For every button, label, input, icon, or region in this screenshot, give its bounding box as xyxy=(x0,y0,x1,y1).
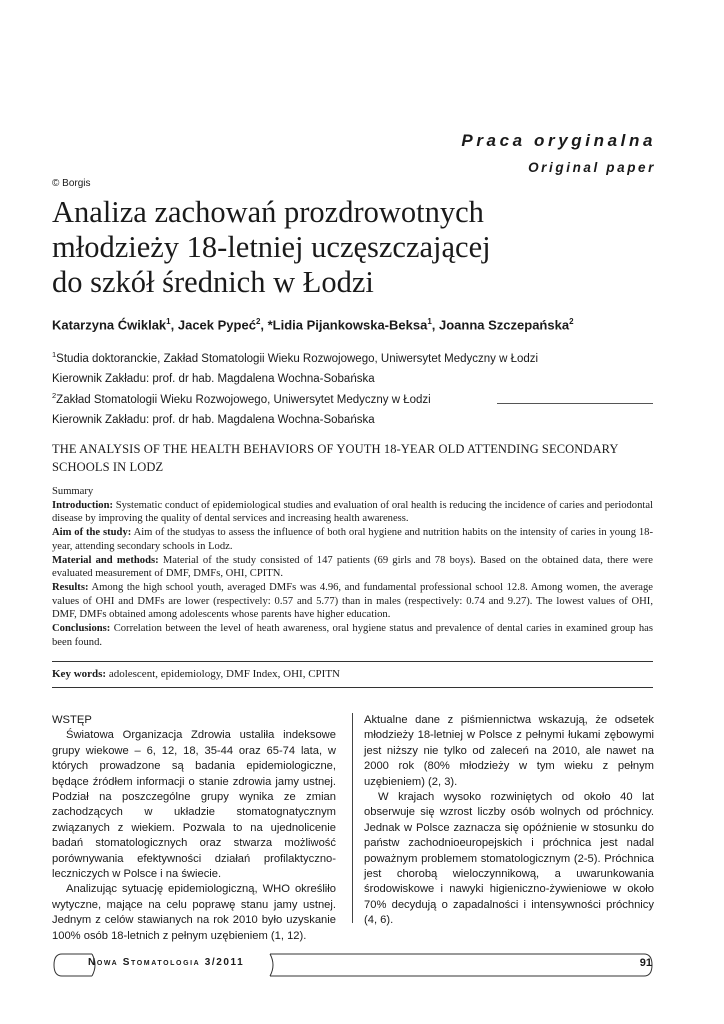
keywords-text: adolescent, epidemiology, DMF Index, OHI, CPITN xyxy=(106,668,340,680)
affiliation-line xyxy=(52,408,612,428)
affiliation-text: Studia doktoranckie, Zakład Stomatologii Wieku Rozwojowego, Uniwersytet Medyczny w Łodzi xyxy=(56,352,539,365)
affiliation-line xyxy=(52,388,612,408)
page-number: 91 xyxy=(639,957,652,969)
abstract xyxy=(52,485,653,649)
author-separator: , xyxy=(260,317,268,333)
abstract-label: Material and methods: xyxy=(52,554,159,566)
abstract-heading: Summary xyxy=(52,486,94,497)
affiliations xyxy=(52,347,612,428)
affiliation-text: Kierownik Zakładu: prof. dr hab. Magdalena Wochna-Sobańska xyxy=(52,413,375,426)
abstract-label: Aim of the study: xyxy=(52,527,132,539)
body-paragraph: Analizując sytuację epidemiologiczną, WHO określiło wytyczne, mające na celu poprawę stanu jamy ustnej. Jednym z celów stawianych na rok 2010 było uzyskanie 100% osób 18-letnich z pełnym uzębieniem (1, 12). xyxy=(52,883,336,942)
title-line: młodzieży 18-letniej uczęszczającej xyxy=(52,230,491,264)
abstract-section-conclusions xyxy=(52,622,653,649)
abstract-label: Results: xyxy=(52,581,89,593)
abstract-text: Correlation between the level of heath awareness, oral hygiene status and prevalence of dental caries in examined group has been found. xyxy=(52,623,653,648)
affiliation-number: 1 xyxy=(52,350,57,359)
abstract-text: Systematic conduct of epidemiological studies and evaluation of oral health is reducing the incidence of caries and periodontal disease by improving the quality of dental services and increasing health awareness. xyxy=(52,499,653,525)
abstract-label: Introduction: xyxy=(52,499,114,511)
body-paragraph: Światowa Organizacja Zdrowia ustaliła indeksowe grupy wiekowe – 6, 12, 18, 35-44 oraz 65-74 lata, w których prowadzone są badania epidemiologiczne, będące źródłem informacji o stanie zdrowia jamy ustnej. Podział na poszczególne grupy wynika ze zmian zachodzących w układzie stomatognatycznym związanych z wiekiem. Pozwala to na ujednolicenie badań stomatologicznych oraz stwarza możliwość porównywania efektywności działań profilaktyczno-leczniczych w Polsce i na świecie. xyxy=(52,729,336,881)
title-line: do szkół średnich w Łodzi xyxy=(52,265,374,299)
affiliation-text: Zakład Stomatologii Wieku Rozwojowego, Uniwersytet Medyczny w Łodzi xyxy=(56,393,431,406)
author-affiliation-mark: 2 xyxy=(569,317,574,326)
abstract-text: Aim of the studyas to assess the influence of both oral hygiene and nutrition habits on the intensity of caries in young 18-year, attending secondary schools in Lodz. xyxy=(52,527,653,552)
keywords xyxy=(52,667,653,681)
abstract-text: Among the high school youth, averaged DMFs was 4.96, and fundamental professional school 12.8. Among women, the average values of OHI and DMFs are lower (respectively: 0.57 and 5.77) than in males (respectively: 0.74 and 9.27). The lowest values of OHI, DMF, DMFs obtained among adolescents whose parents have higher education. xyxy=(52,581,653,621)
abstract-text: Material of the study consisted of 147 patients (69 girls and 78 boys). Based on the obtained data, there were evaluated measurement of DMF, DMFs, OHI, CPITN. xyxy=(52,554,654,580)
keywords-bottom-rule xyxy=(52,687,653,688)
affiliation-number: 2 xyxy=(52,390,57,400)
author-separator: , xyxy=(431,317,439,333)
title-line: Analiza zachowań prozdrowotnych xyxy=(52,195,484,229)
body-column-right xyxy=(364,713,654,929)
footer-journal-name: Nowa Stomatologia 3/2011 xyxy=(88,957,245,968)
author-list xyxy=(52,317,672,332)
body-column-left xyxy=(52,713,336,944)
article-title xyxy=(52,195,522,300)
author-name: Katarzyna Ćwiklak xyxy=(52,317,167,333)
author-affiliation-mark: 1 xyxy=(427,317,432,326)
author-name: *Lidia Pijankowska-Beksa xyxy=(267,317,428,333)
author-affiliation-mark: 1 xyxy=(166,317,171,326)
abstract-section-methods xyxy=(52,554,653,581)
abstract-section-results xyxy=(52,581,653,622)
author-name: Joanna Szczepańska xyxy=(439,317,570,333)
author-affiliation-mark: 2 xyxy=(255,317,261,326)
body-paragraph: Aktualne dane z piśmiennictwa wskazują, że odsetek młodzieży 18-letniej w Polsce z pełnymi łukami zębowymi jest niższy nie tylko od zaleceń na 2010, ale nawet na 2000 rok (80% młodzieży w tym wieku z pełnym uzębieniem) (2, 3). xyxy=(364,714,654,788)
section-label: Praca oryginalna xyxy=(461,131,656,150)
publisher-credit: © Borgis xyxy=(52,178,91,189)
column-divider xyxy=(352,713,353,923)
affiliation-text: Kierownik Zakładu: prof. dr hab. Magdalena Wochna-Sobańska xyxy=(52,373,375,386)
affiliation-line xyxy=(52,347,612,367)
affiliation-line xyxy=(52,367,612,387)
keywords-label: Key words: xyxy=(52,668,107,680)
affiliation-rule xyxy=(497,403,653,404)
section-label-english: Original paper xyxy=(528,160,656,175)
author-name: Jacek Pypeć xyxy=(177,317,256,333)
english-title: THE ANALYSIS OF THE HEALTH BEHAVIORS OF YOUTH 18-YEAR OLD ATTENDING SECONDARY SCHOOLS IN LODZ xyxy=(52,442,619,474)
author-separator: , xyxy=(170,317,178,333)
keywords-top-rule xyxy=(52,661,653,662)
body-paragraph: W krajach wysoko rozwiniętych od około 40 lat obserwuje się wzrost liczby osób wolnych od próchnicy. Jednak w Polsce zaznacza się opóźnienie w stosunku do państw zachodnioeuropejskich i próchnica jest nadal poważnym problemem stomatologicznym (2-5). Próchnica jest chorobą wieloczynnikową, a uwarunkowania środowiskowe i nawyki higieniczno-żywieniowe w około 70% decydują o zapadalności i intensywności próchnicy (4, 6). xyxy=(364,791,654,927)
abstract-section-aim xyxy=(52,526,653,553)
section-heading: WSTĘP xyxy=(52,714,92,726)
abstract-label: Conclusions: xyxy=(52,623,111,635)
abstract-section-introduction xyxy=(52,499,653,526)
